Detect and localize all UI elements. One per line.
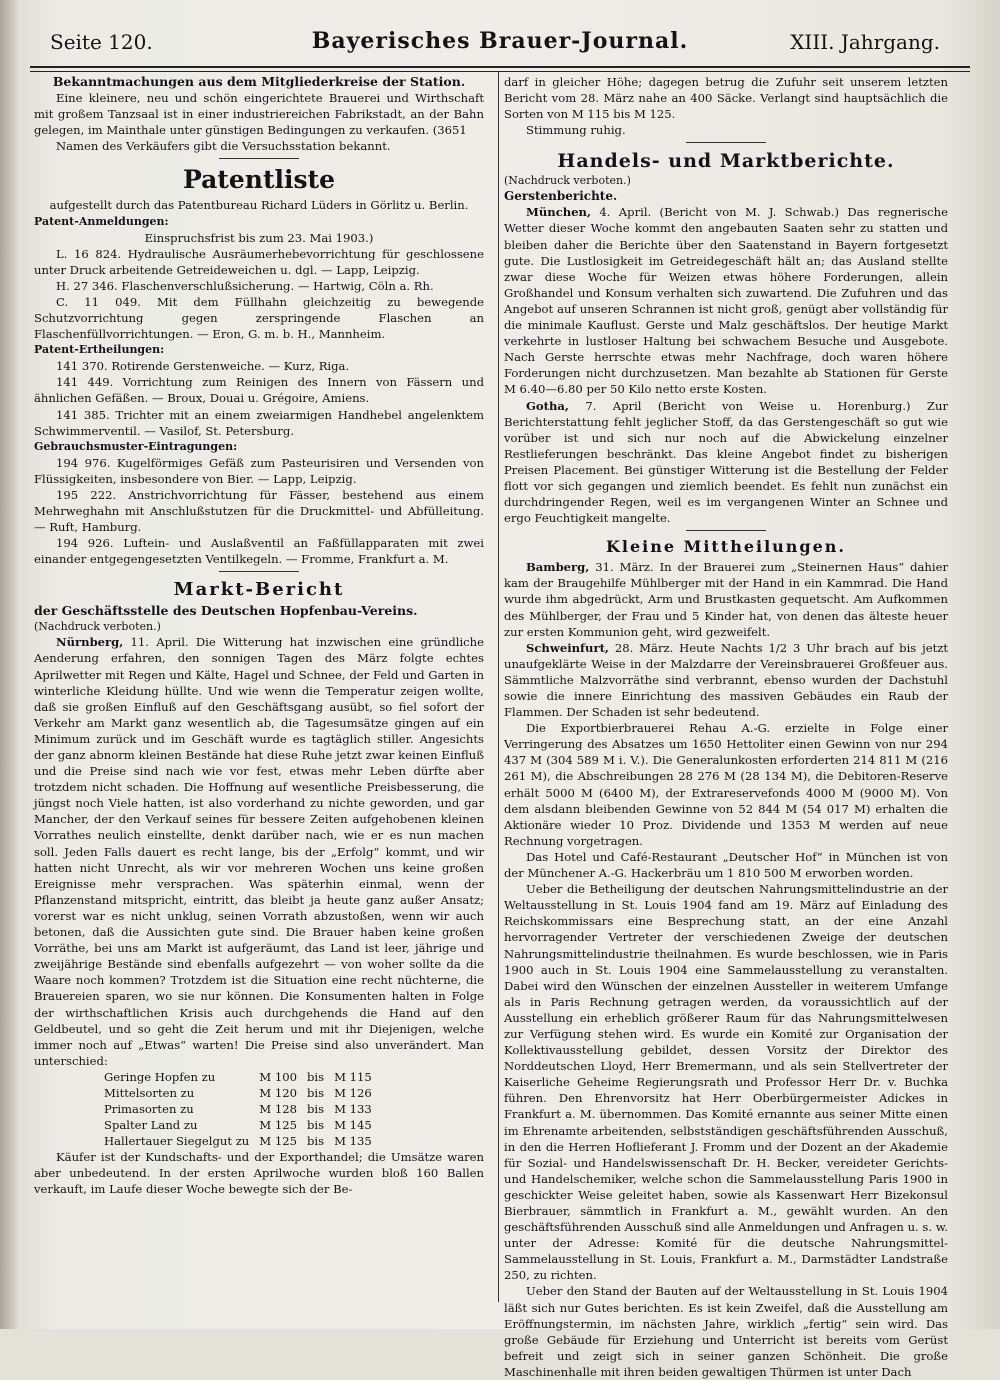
price-row bbox=[104, 1085, 382, 1101]
objection-period-note: Einspruchsfrist bis zum 23. Mai 1903.) bbox=[144, 230, 374, 245]
price-label: Primasorten zu bbox=[104, 1101, 194, 1116]
section-divider bbox=[686, 142, 766, 143]
bamberg-news-body: 31. März. In der Brauerei zum „Steinernen Haus“ dahier kam der Braugehilfe Mühlberger mit der Hand in ein Kammrad. Die Hand wurde ihm abgedrückt, Arm und Brustkasten gequetscht. Am Aufkommen des Mühlberger, der Frau und 5 Kinder hat, von denen das älteste heuer zur ersten Kommunion geht, wird gezweifelt. bbox=[504, 560, 948, 639]
gotha-report-body: 7. April (Bericht von Weise u. Horenburg.) Zur Berichterstattung fehlt jeglicher Stoff, da das Gerstengeschäft so gut wie vorüber ist und sich nur noch auf die Abwickelung einzelner Restlieferungen beschränkt. Das kleine Angebot findet zu bisherigen Preisen Placement. Bei günstiger Witterung ist die Bestellung der Felder flott vor sich gegangen und ziemlich beendet. Es fehlt nun zunächst ein durchdringender Regen, weil es im vergangenen Winter an Schnee und ergo Feuchtigkeit mangelte. bbox=[504, 398, 948, 526]
utility-models-heading: Gebrauchsmuster-Eintragungen: bbox=[34, 439, 238, 453]
dateline: Gotha, bbox=[526, 398, 569, 413]
page-header bbox=[30, 28, 970, 62]
trade-reports-title: Handels- und Marktberichte. bbox=[557, 150, 895, 173]
patent-grant-entry: 141 449. Vorrichtung zum Reinigen des Innern von Fässern und ähnlichen Gefäßen. — Broux, Douai u. Grégoire, Amiens. bbox=[34, 375, 484, 406]
price-label: Hallertauer Siegelgut zu bbox=[104, 1133, 250, 1148]
section-divider bbox=[219, 571, 299, 572]
dateline: Bamberg, bbox=[526, 560, 590, 575]
price-row bbox=[104, 1069, 382, 1085]
world-fair-participation-news: Ueber die Betheiligung der deutschen Nahrungsmittelindustrie an der Weltausstellung in St. Louis 1904 fand am 19. März auf Einladung des Reichskommissars eine Besprechung statt, an der eine Anzahl hervorragender Vertreter der verschiedenen Zweige der deutschen Nahrungsmittelindustrie theilnahmen. Es wurde beschlossen, wie in Paris 1900 auch in St. Louis 1904 eine Sammelausstellung zu veranstalten. Dabei wird den Wünschen der einzelnen Aussteller in weiterem Umfange als in Paris Rechnung getragen werden, da voraussichtlich auf der Ausstellung ein erheblich größerer Raum für das Nahrungsmittelwesen zur Verfügung stehen wird. Es wurde ein Komité zur Organisation der Kollektivausstellung gebildet, dessen Vorsitz der Direktor des Norddeutschen Lloyd, Herr Bremermann, und als sein Stellvertreter der Kaiserliche Geheime Regierungsrath und Professor Herr Dr. v. Buchka führen. Den Ehrenvorsitz hat Herr Oberbürgermeister Adickes in Frankfurt a. M. übernommen. Das Komité ernannte aus seiner Mitte einen im Ehrenamte arbeitenden, selbstständigen geschäftsführenden Ausschuß, in den die Herren Hoflieferant J. Fromm und der Dozent an der Akademie für Sozial- und Handelswissenschaft Dr. H. Becker, vereideter Gerichts- und Handelschemiker, welche schon die Sammelausstellung Paris 1900 in geschickter Weise geleitet haben, sowie als Kassenwart Herr Bizekonsul Bierbrauer, sämmtlich in Frankfurt a. M., gewählt wurden. An den geschäftsführenden Ausschuß sind alle Anmeldungen und Anfragen u. s. w. unter der Adresse: Komité für die deutsche Nahrungsmittel-Sammelausstellung in St. Louis, Frankfurt a. M., Darmstädter Landstraße 250, zu richten. bbox=[504, 882, 948, 1283]
dateline: München, bbox=[526, 205, 592, 220]
munich-report bbox=[504, 204, 948, 397]
dateline: Schweinfurt, bbox=[526, 640, 609, 655]
price-to: M 133 bbox=[334, 1101, 372, 1116]
price-from: M 125 bbox=[259, 1117, 297, 1132]
dateline: Nürnberg, bbox=[56, 635, 124, 650]
price-from: M 125 bbox=[259, 1133, 297, 1148]
price-to: M 135 bbox=[334, 1133, 372, 1148]
hotel-news: Das Hotel und Café-Restaurant „Deutscher Hof“ in München ist von der Münchener A.-G. Hackerbräu um 1 810 500 M erworben worden. bbox=[504, 849, 948, 881]
price-from: M 128 bbox=[259, 1101, 297, 1116]
journal-title: Bayerisches Brauer-Journal. bbox=[311, 28, 689, 54]
header-rule bbox=[30, 66, 970, 72]
patent-grant-entry: 141 385. Trichter mit an einem zweiarmigen Handhebel angelenktem Schwimmerventil. — Vasilof, St. Petersburg. bbox=[34, 407, 484, 438]
price-row bbox=[104, 1117, 382, 1133]
short-news-title: Kleine Mittheilungen. bbox=[606, 537, 846, 557]
price-label: Mittelsorten zu bbox=[104, 1085, 195, 1100]
market-report-closing: Käufer ist der Kundschafts- und der Exporthandel; die Umsätze waren aber unbedeutend. In der ersten Aprilwoche wurden bloß 160 Ballen verkauft, im Laufe dieser Woche bewegte sich der Be- bbox=[34, 1149, 484, 1197]
price-bis: bis bbox=[306, 1133, 325, 1148]
reprint-notice: (Nachdruck verboten.) bbox=[504, 174, 631, 188]
price-row bbox=[104, 1133, 382, 1149]
section-divider bbox=[686, 530, 766, 531]
utility-model-entry: 194 976. Kugelförmiges Gefäß zum Pasteurisiren und Versenden von Flüssigkeiten, insbesondere von Bier. — Lapp, Leipzig. bbox=[34, 455, 484, 486]
patent-applications-heading: Patent-Anmeldungen: bbox=[34, 214, 169, 228]
barley-reports-heading: Gerstenberichte. bbox=[504, 189, 618, 204]
price-bis: bis bbox=[306, 1085, 325, 1100]
patent-entry: C. 11 049. Mit dem Füllhahn gleichzeitig zu bewegende Schutzvorrichtung gegen zerspringende Flaschen an Flaschenfüllvorrichtungen. — Eron, G. m. b. H., Mannheim. bbox=[34, 294, 484, 342]
market-report-subtitle: der Geschäftsstelle des Deutschen Hopfenbau-Vereins. bbox=[34, 603, 418, 619]
section-divider bbox=[219, 158, 299, 159]
price-from: M 120 bbox=[259, 1085, 297, 1100]
schweinfurt-news bbox=[504, 640, 948, 720]
price-bis: bis bbox=[306, 1117, 325, 1132]
price-bis: bis bbox=[306, 1069, 325, 1084]
patent-entry: L. 16 824. Hydraulische Ausräumerhebevorrichtung für geschlossene unter Druck arbeitende Getreideweichen u. dgl. — Lapp, Leipzig. bbox=[34, 246, 484, 277]
patent-list-subtitle: aufgestellt durch das Patentbureau Richard Lüders in Görlitz u. Berlin. bbox=[49, 198, 469, 213]
price-label: Spalter Land zu bbox=[104, 1117, 198, 1132]
utility-model-entry: 195 222. Anstrichvorrichtung für Fässer, bestehend aus einem Mehrweghahn mit Anschlußstutzen für die Druckmittel- und Abfülleitung. — Ruft, Hamburg. bbox=[34, 487, 484, 535]
announcements-heading: Bekanntmachungen aus dem Mitgliederkreise der Station. bbox=[52, 74, 466, 89]
market-mood: Stimmung ruhig. bbox=[526, 123, 626, 138]
bamberg-news bbox=[504, 559, 948, 639]
column-divider bbox=[498, 72, 499, 1302]
price-to: M 126 bbox=[334, 1085, 372, 1100]
market-report-text bbox=[34, 634, 484, 1069]
schweinfurt-news-body: 28. März. Heute Nachts 1/2 3 Uhr brach auf bis jetzt unaufgeklärte Weise in der Malzdarre der Vereinsbrauerei Großfeuer aus. Sämmtliche Malzvorräthe sind verbrannt, ebenso wurden der Dachstuhl sowie die innere Einrichtung des massiven Gebäudes ein Raub der Flammen. Der Schaden ist sehr bedeutend. bbox=[504, 640, 948, 720]
price-to: M 145 bbox=[334, 1117, 372, 1132]
reprint-notice: (Nachdruck verboten.) bbox=[34, 620, 161, 634]
rehau-news: Die Exportbierbrauerei Rehau A.-G. erzielte in Folge einer Verringerung des Absatzes um 1650 Hettoliter einen Gewinn von nur 294 437 M (304 589 M i. V.). Die Generalunkosten erforderten 214 811 M (216 261 M), die Abschreibungen 28 276 M (28 134 M), die Debitoren-Reserve erhält 5000 M (6400 M), der Extrareservefonds 4000 M (9000 M). Von dem alsdann bleibenden Gewinne von 52 844 M (54 017 M) erhalten die Aktionäre wieder 10 Proz. Dividende und 1353 M werden auf neue Rechnung vorgetragen. bbox=[504, 721, 948, 848]
hop-price-table bbox=[104, 1069, 382, 1149]
price-to: M 115 bbox=[334, 1069, 372, 1084]
market-report-body: 11. April. Die Witterung hat inzwischen eine gründliche Aenderung erfahren, den sonnigen Tagen des März folgte echtes Aprilwetter mit Regen und Kälte, Hagel und Schnee, der Feld und Garten in winterliche Kleidung hüllte. Und wie wenn die Temperatur zeigen wollte, daß sie großen Einfluß auf den Geschäftsgang ausübt, so fiel sofort der Verkehr am Markt ganz wesentlich ab, die Tagesumsätze gingen auf ein Minimum zurück und im Geschäft wurde es tagtäglich stiller. Angesichts der ganz abnorm kleinen Bestände hat diese Ruhe jetzt zwar keinen Einfluß und die Preise sind nach wie vor fest, etwas mehr Leben dürfte aber trotzdem nicht schaden. Die Hoffnung auf wesentliche Preisbesserung, die jüngst noch Viele hatten, ist also vorderhand zu nichte geworden, und gar Mancher, der den Verkauf seines für bessere Zeiten aufgehobenen kleinen Vorrathes neulich einstellte, denkt darüber nach, wie er es nun machen soll. Jeden Falls dauert es recht lange, bis der „Erfolg“ kommt, und wir hatten nicht Unrecht, als wir vor mehreren Wochen uns keine großen Ereignisse mehr versprachen. Was späterhin einmal, wenn der Pflanzenstand mitspricht, eintritt, das bleibt ja heute ganz außer Ansatz; vorerst war es nicht unklug, seinen Vorrath abzustoßen, wenn wir auch betonen, daß die Aussichten gute sind. Die Brauer haben keine großen Vorräthe, bei uns am Markt ist aufgeräumt, das Land ist leer, jährige und zweijährige Bestände sind ebenfalls aufgezehrt — von woher sollte da die Waare noch kommen? Trotzdem ist die Situation eine recht nüchterne, die Brauereien sparen, wo sie nur können. Die Konsumenten halten in Folge der wirthschaftlichen Krisis auch durchgehends die Hand auf den Geldbeutel, und so geht die Zeit herum und mit ihr Diejenigen, welche immer noch auf „Etwas“ warten! Die Preise sind also unverändert. Man unterschied: bbox=[34, 635, 484, 1068]
patent-grants-heading: Patent-Ertheilungen: bbox=[34, 343, 165, 357]
price-from: M 100 bbox=[259, 1069, 297, 1084]
patent-list-title: Patentliste bbox=[182, 165, 336, 195]
page-number: Seite 120. bbox=[50, 30, 153, 54]
announcement-note: Namen des Verkäufers gibt die Versuchsstation bekannt. bbox=[56, 139, 391, 154]
utility-model-entry: 194 926. Luftein- und Auslaßventil an Faßfüllapparaten mit zwei einander entgegengesetzten Ventilkegeln. — Fromme, Frankfurt a. M. bbox=[34, 536, 484, 567]
right-column bbox=[504, 74, 948, 1380]
patent-grant-entry: 141 370. Rotirende Gerstenweiche. — Kurz, Riga. bbox=[56, 359, 350, 374]
price-row bbox=[104, 1101, 382, 1117]
munich-report-body: 4. April. (Bericht von M. J. Schwab.) Das regnerische Wetter dieser Woche kommt den angebauten Saaten sehr zu statten und bleiben daher die Berichte über den Saatenstand in Bayern fortgesetzt gute. Die Lustlosigkeit im Getreidegeschäft hält an; das Ausland stellte zwar diese Woche für Weizen etwas höhere Forderungen, allein Großhandel und Konsum verhalten sich zuwartend. Die Zufuhren und das Angebot auf unseren Schrannen ist nicht groß, genügt aber vollständig für die minimale Kauflust. Gerste und Malz geschäftslos. Der heutige Markt verkehrte in lustloser Haltung bei schwachem Besuche und Ausgebote. Nach Gerste herrschte etwas mehr Nachfrage, doch waren höhere Forderungen nicht durchzusetzen. Man bezahlte ab Stationen für Gerste M 6.40—6.80 per 50 Kilo netto erste Kosten. bbox=[504, 205, 948, 397]
market-report-continuation: darf in gleicher Höhe; dagegen betrug die Zufuhr seit unserem letzten Bericht vom 28. März nahe an 400 Säcke. Verlangt sind hauptsächlich die Sorten von M 115 bis M 125. bbox=[504, 75, 948, 122]
left-column bbox=[34, 74, 484, 1197]
binding-shadow bbox=[0, 0, 18, 1329]
world-fair-construction-news: Ueber den Stand der Bauten auf der Weltausstellung in St. Louis 1904 läßt sich nur Gutes berichten. Es ist kein Zweifel, daß die Ausstellung am Eröffnungstermin, im nächsten Jahre, wirklich „fertig“ sein wird. Das große Gebäude für Erziehung und Unterricht ist bereits vom Gerüst befreit und zeigt sich in seiner ganzen Schönheit. Die große Maschinenhalle mit ihren beiden gewaltigen Thürmen ist unter Dach bbox=[504, 1284, 948, 1379]
price-label: Geringe Hopfen zu bbox=[104, 1069, 216, 1084]
volume-label: XIII. Jahrgang. bbox=[790, 30, 940, 54]
patent-entry: H. 27 346. Flaschenverschlußsicherung. — Hartwig, Cöln a. Rh. bbox=[56, 278, 434, 293]
gotha-report bbox=[504, 398, 948, 527]
price-bis: bis bbox=[306, 1101, 325, 1116]
market-report-title: Markt-Bericht bbox=[173, 579, 345, 601]
announcement-text: Eine kleinere, neu und schön eingerichtete Brauerei und Wirthschaft mit großem Tanzsaal ist in einer industriereichen Fabrikstadt, an der Bahn gelegen, im Mainthale unter günstigen Bedingungen zu verkaufen. (3651 bbox=[34, 91, 484, 138]
